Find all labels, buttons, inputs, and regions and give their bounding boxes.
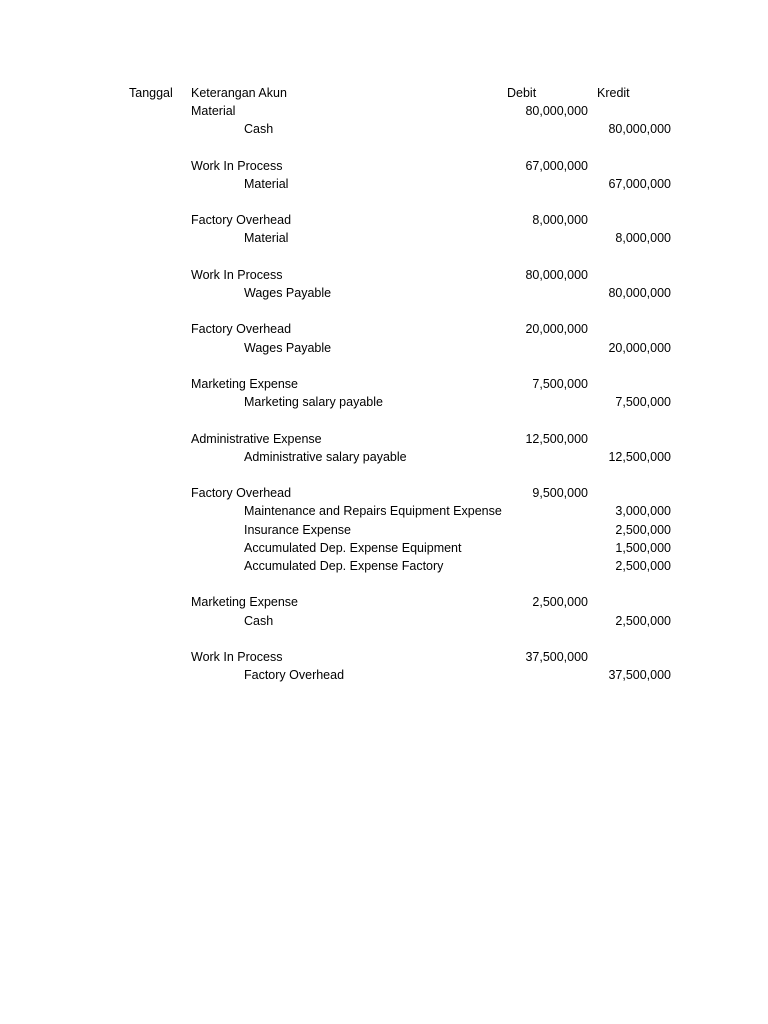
journal-line	[0, 430, 768, 448]
credit-amount: 12,500,000	[608, 449, 671, 464]
credit-account: Insurance Expense	[244, 522, 352, 537]
debit-account: Factory Overhead	[191, 322, 292, 337]
journal-line	[0, 211, 768, 229]
journal-line	[0, 539, 768, 557]
debit-account: Factory Overhead	[191, 213, 292, 228]
debit-amount: 80,000,000	[525, 267, 588, 282]
credit-account: Marketing salary payable	[244, 395, 383, 410]
journal-line	[0, 448, 768, 466]
journal-line	[0, 229, 768, 247]
debit-amount: 7,500,000	[532, 377, 588, 391]
credit-amount: 20,000,000	[608, 340, 671, 355]
debit-account: Work In Process	[191, 267, 283, 282]
credit-account: Factory Overhead	[244, 668, 345, 683]
debit-amount: 9,500,000	[532, 486, 588, 501]
journal-line	[0, 557, 768, 575]
credit-amount: 1,500,000	[615, 540, 671, 555]
journal-line	[0, 393, 768, 411]
credit-amount: 67,000,000	[608, 176, 671, 191]
journal-line	[0, 120, 768, 138]
credit-amount: 3,000,000	[615, 504, 671, 519]
journal-line	[0, 612, 768, 630]
credit-account: Maintenance and Repairs Equipment Expense	[244, 504, 502, 519]
journal-line	[0, 157, 768, 175]
journal-line	[0, 666, 768, 684]
journal-line	[0, 375, 768, 393]
journal-line	[0, 266, 768, 284]
credit-amount: 37,500,000	[608, 668, 671, 683]
credit-amount: 80,000,000	[608, 122, 671, 137]
debit-account: Administrative Expense	[191, 431, 322, 446]
credit-amount: 8,000,000	[615, 231, 671, 246]
debit-amount: 80,000,000	[525, 104, 588, 118]
header-credit: Kredit	[597, 86, 630, 100]
journal-line	[0, 521, 768, 539]
credit-account: Material	[244, 176, 289, 191]
journal-line	[0, 102, 768, 120]
journal-line	[0, 320, 768, 338]
journal-line	[0, 339, 768, 357]
debit-account: Work In Process	[191, 650, 283, 664]
journal-line	[0, 175, 768, 193]
journal-line	[0, 502, 768, 520]
journal-line	[0, 648, 768, 666]
debit-account: Marketing Expense	[191, 377, 299, 391]
debit-amount: 20,000,000	[525, 322, 588, 337]
debit-amount: 37,500,000	[525, 650, 588, 664]
credit-account: Material	[244, 231, 289, 246]
credit-amount: 7,500,000	[615, 395, 671, 410]
debit-account: Factory Overhead	[191, 486, 292, 501]
credit-account: Accumulated Dep. Expense Factory	[244, 559, 444, 573]
debit-amount: 8,000,000	[532, 213, 588, 228]
debit-account: Material	[191, 104, 236, 118]
credit-account: Wages Payable	[244, 286, 332, 300]
debit-account: Marketing Expense	[191, 595, 299, 610]
header-debit: Debit	[507, 86, 537, 100]
journal-line	[0, 284, 768, 302]
credit-account: Cash	[244, 613, 274, 628]
header-account: Keterangan Akun	[191, 86, 287, 100]
credit-account: Cash	[244, 122, 274, 137]
journal-line	[0, 484, 768, 502]
debit-amount: 2,500,000	[532, 595, 588, 610]
debit-amount: 67,000,000	[525, 158, 588, 173]
credit-account: Wages Payable	[244, 340, 332, 355]
journal-header-row	[0, 84, 768, 102]
credit-account: Accumulated Dep. Expense Equipment	[244, 540, 462, 555]
credit-account: Administrative salary payable	[244, 449, 407, 464]
journal-line	[0, 593, 768, 611]
credit-amount: 2,500,000	[615, 613, 671, 628]
credit-amount: 2,500,000	[615, 559, 671, 573]
credit-amount: 2,500,000	[615, 522, 671, 537]
header-date: Tanggal	[129, 86, 173, 100]
debit-account: Work In Process	[191, 158, 283, 173]
debit-amount: 12,500,000	[525, 431, 588, 446]
credit-amount: 80,000,000	[608, 286, 671, 300]
